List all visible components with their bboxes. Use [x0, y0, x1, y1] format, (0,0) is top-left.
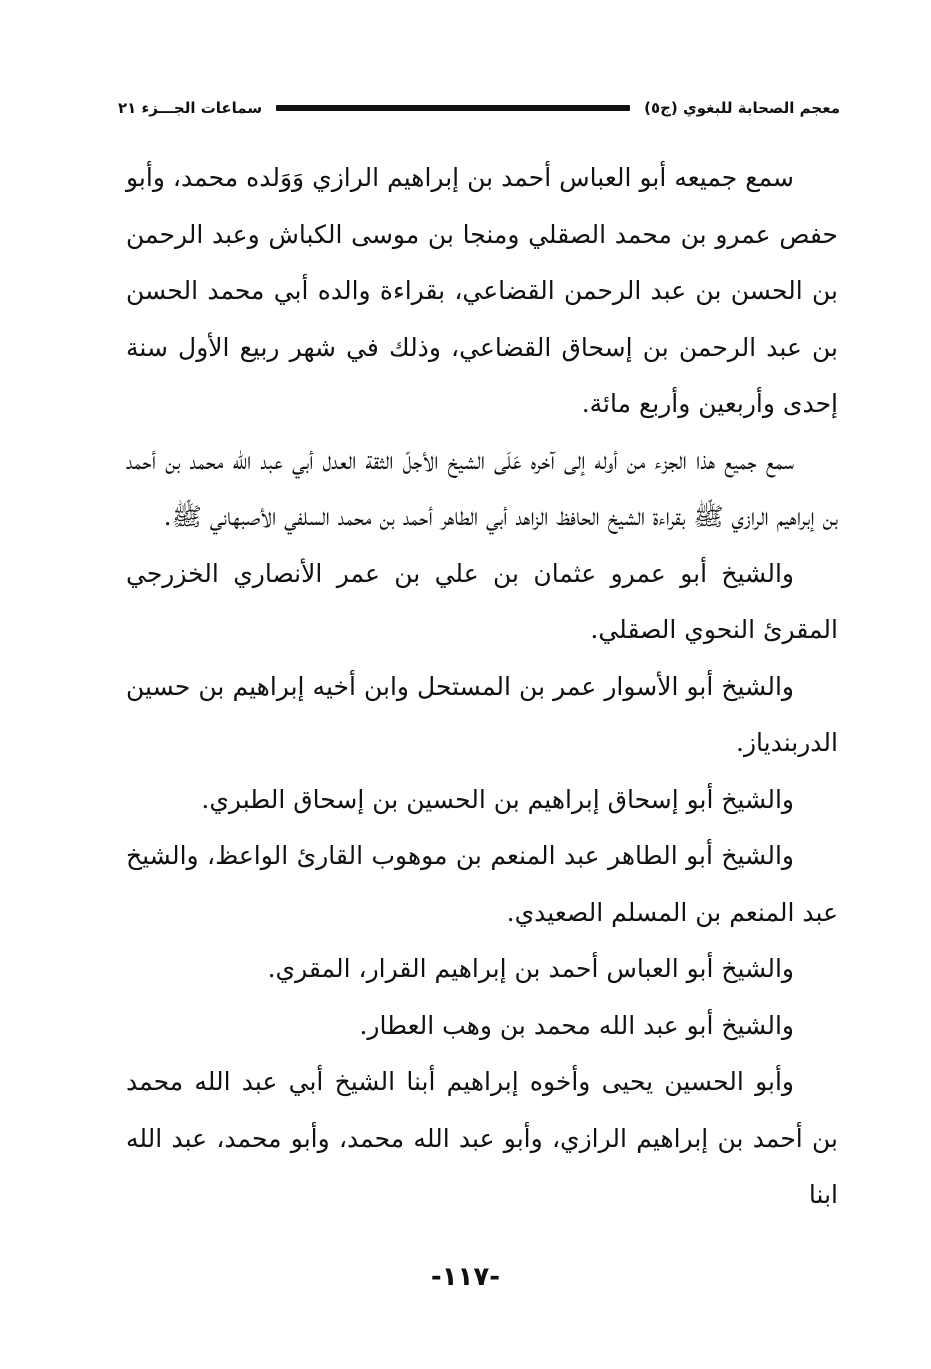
paragraph: والشيخ أبو الأسوار عمر بن المستحل وابن أخيه إبراهيم بن حسين الدربندياز.	[126, 671, 838, 757]
page-number: -١١٧-	[430, 1262, 501, 1292]
header-rule	[276, 105, 630, 111]
paragraph: والشيخ أبو عمرو عثمان بن علي بن عمر الأنصاري الخزرجي المقرئ النحوي الصقلي.	[126, 558, 838, 644]
running-header	[118, 92, 840, 124]
part-title: سماعات الجـــزء ٢١	[118, 99, 263, 117]
paragraph: والشيخ أبو إسحاق إبراهيم بن الحسين بن إسحاق الطبري.	[201, 784, 794, 814]
paragraph: والشيخ أبو عبد الله محمد بن وهب العطار.	[359, 1010, 794, 1040]
paragraph: سمع جميع هذا الجزء من أوله إلى آخره عَلَى الشيخ الأجلّ الثقة العدل أبي عبد الله محمد بن أحمد بن إبراهيم الرازي ﷺ بقراءة الشيخ الحافظ الزاهد أبي الطاهر أحمد بن محمد السلفي الأصبهاني ﷺ.	[126, 445, 838, 531]
book-title: معجم الصحابة للبغوي (ج٥)	[644, 99, 840, 117]
paragraph: سمع جميعه أبو العباس أحمد بن إبراهيم الرازي وَوَلده محمد، وأبو حفص عمرو بن محمد الصقلي ومنجا بن موسى الكباش وعبد الرحمن بن الحسن بن عبد الرحمن القضاعي، بقراءة والده أبي محمد الحسن بن عبد الرحمن بن إسحاق القضاعي، وذلك في شهر ربيع الأول سنة إحدى وأربعين وأربع مائة.	[126, 163, 838, 418]
paragraph: وأبو الحسين يحيى وأخوه إبراهيم أبنا الشيخ أبي عبد الله محمد بن أحمد بن إبراهيم الرازي، وأبو عبد الله محمد، وأبو محمد، عبد الله ابنا	[126, 1067, 838, 1209]
body-text	[126, 150, 838, 1224]
paragraph: والشيخ أبو العباس أحمد بن إبراهيم القرار، المقري.	[267, 954, 794, 983]
paragraph: والشيخ أبو الطاهر عبد المنعم بن موهوب القارئ الواعظ، والشيخ عبد المنعم بن المسلم الصعيدي.	[126, 841, 838, 927]
